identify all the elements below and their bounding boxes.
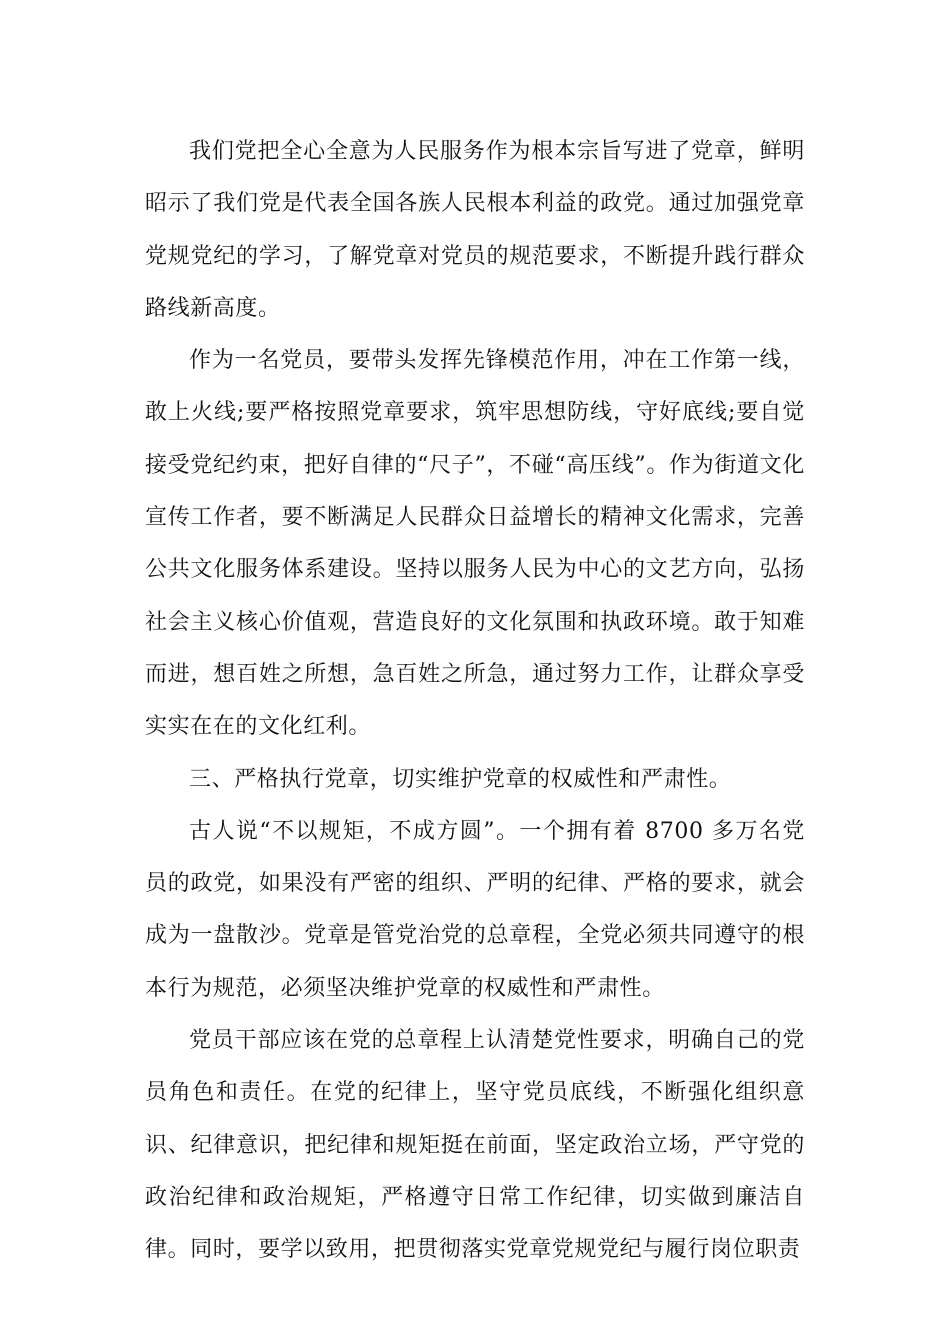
document-page [145, 126, 805, 1277]
section-heading-three: 三、严格执行党章，切实维护党章的权威性和严肃性。 [189, 766, 732, 792]
paragraph-party-member-role: 作为一名党员，要带头发挥先锋模范作用，冲在工作第一线，敢上火线;要严格按照党章要求，筑牢思想防线，守好底线;要自觉接受党纪约束，把好自律的“尺子”，不碰“高压线”。作为街道文化宣传工作者，要不断满足人民群众日益增长的精神文化需求，完善公共文化服务体系建设。坚持以服务人民为中心的文艺方向，弘扬社会主义核心价值观，营造良好的文化氛围和执政环境。敢于知难而进，想百姓之所想，急百姓之所急，通过努力工作，让群众享受实实在在的文化红利。 [145, 348, 805, 740]
paragraph-rules-quote: 古人说“不以规矩，不成方圆”。一个拥有着 8700 多万名党员的政党，如果没有严密的组织、严明的纪律、严格的要求，就会成为一盘散沙。党章是管党治党的总章程，全党必须共同遵守的根本行为规范，必须坚决维护党章的权威性和严肃性。 [145, 818, 805, 1001]
paragraph-party-purpose: 我们党把全心全意为人民服务作为根本宗旨写进了党章，鲜明昭示了我们党是代表全国各族人民根本利益的政党。通过加强党章党规党纪的学习，了解党章对党员的规范要求，不断提升践行群众路线新高度。 [145, 139, 805, 321]
paragraph-cadre-responsibility: 党员干部应该在党的总章程上认清楚党性要求，明确自己的党员角色和责任。在党的纪律上，坚守党员底线，不断强化组织意识、纪律意识，把纪律和规矩挺在前面，坚定政治立场，严守党的政治纪律和政治规矩，严格遵守日常工作纪律，切实做到廉洁自律。同时，要学以致用，把贯彻落实党章党规党纪与履行岗位职责 [145, 1028, 805, 1263]
